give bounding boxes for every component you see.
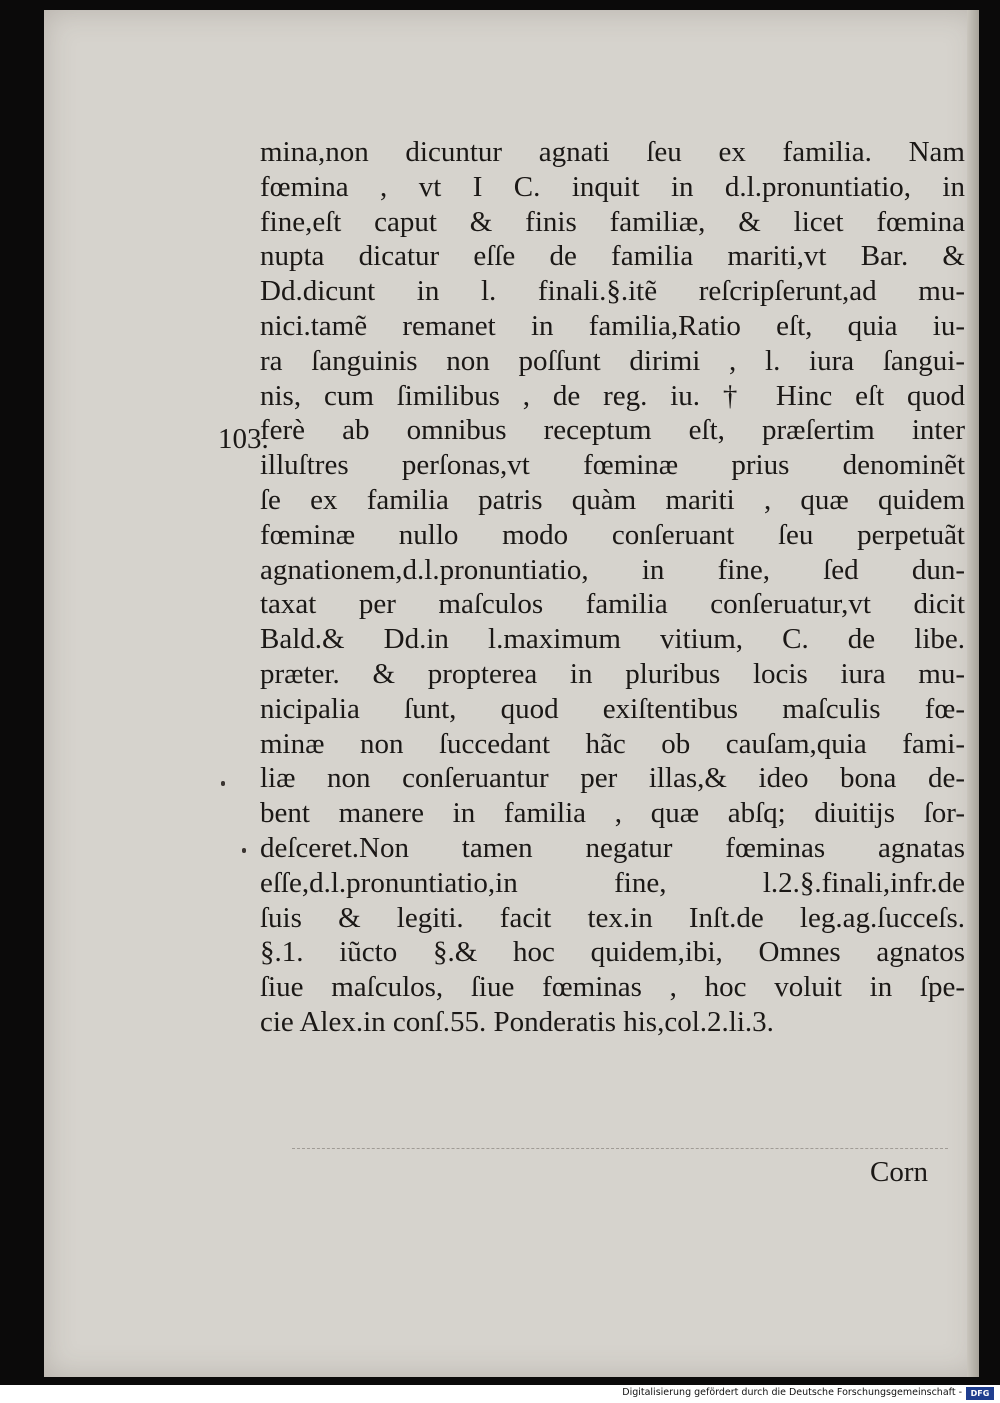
dfg-logo: DFG: [966, 1387, 994, 1400]
text-line: præter. & propterea in pluribus locis iura mu-: [260, 657, 965, 690]
page-edge: [967, 10, 979, 1377]
text-line: taxat per maſculos familia conſeruatur,vt dicit: [260, 588, 965, 621]
text-line: ſiue maſculos, ſiue fœminas , hoc voluit in ſpe-: [260, 971, 965, 1004]
text-line: minæ non ſuccedant hãc ob cauſam,quia fami-: [260, 727, 965, 760]
text-line: Dd.dicunt in l. finali.§.itẽ reſcripſerunt,ad mu-: [260, 275, 965, 308]
ink-speck: [221, 781, 225, 786]
text-line: nupta dicatur eſſe de familia mariti,vt Bar. &: [260, 240, 965, 273]
text-line: cie Alex.in conſ.55. Ponderatis his,col.2.li.3.: [260, 1005, 774, 1038]
text-line: deſceret.Non tamen negatur fœminas agnatas: [260, 831, 965, 864]
text-line: mina,non dicuntur agnati ſeu ex familia. Nam: [260, 136, 965, 168]
body-text: [260, 135, 965, 1040]
bottom-rule: [292, 1148, 948, 1149]
text-line: nici.tamẽ remanet in familia,Ratio eſt, quia iu-: [260, 309, 965, 342]
text-line: agnationem,d.l.pronuntiatio, in fine, ſed dun-: [260, 553, 965, 586]
text-line: liæ non conſeruantur per illas,& ideo bona de-: [260, 762, 965, 795]
text-line: bent manere in familia , quæ abſq; diuitijs ſor-: [260, 797, 965, 830]
text-line: §.1. iũcto §.& hoc quidem,ibi, Omnes agnatos: [260, 936, 965, 969]
footer-bar: [0, 1385, 1000, 1403]
text-line: illuſtres perſonas,vt fœminæ prius denominẽt: [260, 449, 965, 482]
text-line: ferè ab omnibus receptum eſt, præſertim inter: [260, 414, 965, 447]
footer-credit: Digitalisierung gefördert durch die Deutsche Forschungsgemeinschaft -: [622, 1387, 962, 1398]
text-line: fœmina , vt I C. inquit in d.l.pronuntiatio, in: [260, 170, 965, 203]
text-line: ra ſanguinis non poſſunt dirimi , l. iura ſangui-: [260, 344, 965, 377]
text-line: fine,eſt caput & finis familiæ, & licet fœmina: [260, 205, 965, 238]
ink-speck: [242, 848, 246, 853]
catchword: Corn: [870, 1156, 928, 1188]
text-line: Bald.& Dd.in l.maximum vitium, C. de libe.: [260, 623, 965, 656]
text-line: nis, cum ſimilibus , de reg. iu. † Hinc eſt quod: [260, 379, 965, 412]
text-line: ſe ex familia patris quàm mariti , quæ quidem: [260, 483, 965, 516]
margin-number: 103.: [218, 423, 269, 455]
text-line: eſſe,d.l.pronuntiatio,in fine, l.2.§.finali,infr.de: [260, 866, 965, 899]
text-line: ſuis & legiti. facit tex.in Inſt.de leg.ag.ſucceſs.: [260, 901, 965, 934]
text-line: fœminæ nullo modo conſeruant ſeu perpetuãt: [260, 518, 965, 551]
text-line: nicipalia ſunt, quod exiſtentibus maſculis fœ-: [260, 692, 965, 725]
